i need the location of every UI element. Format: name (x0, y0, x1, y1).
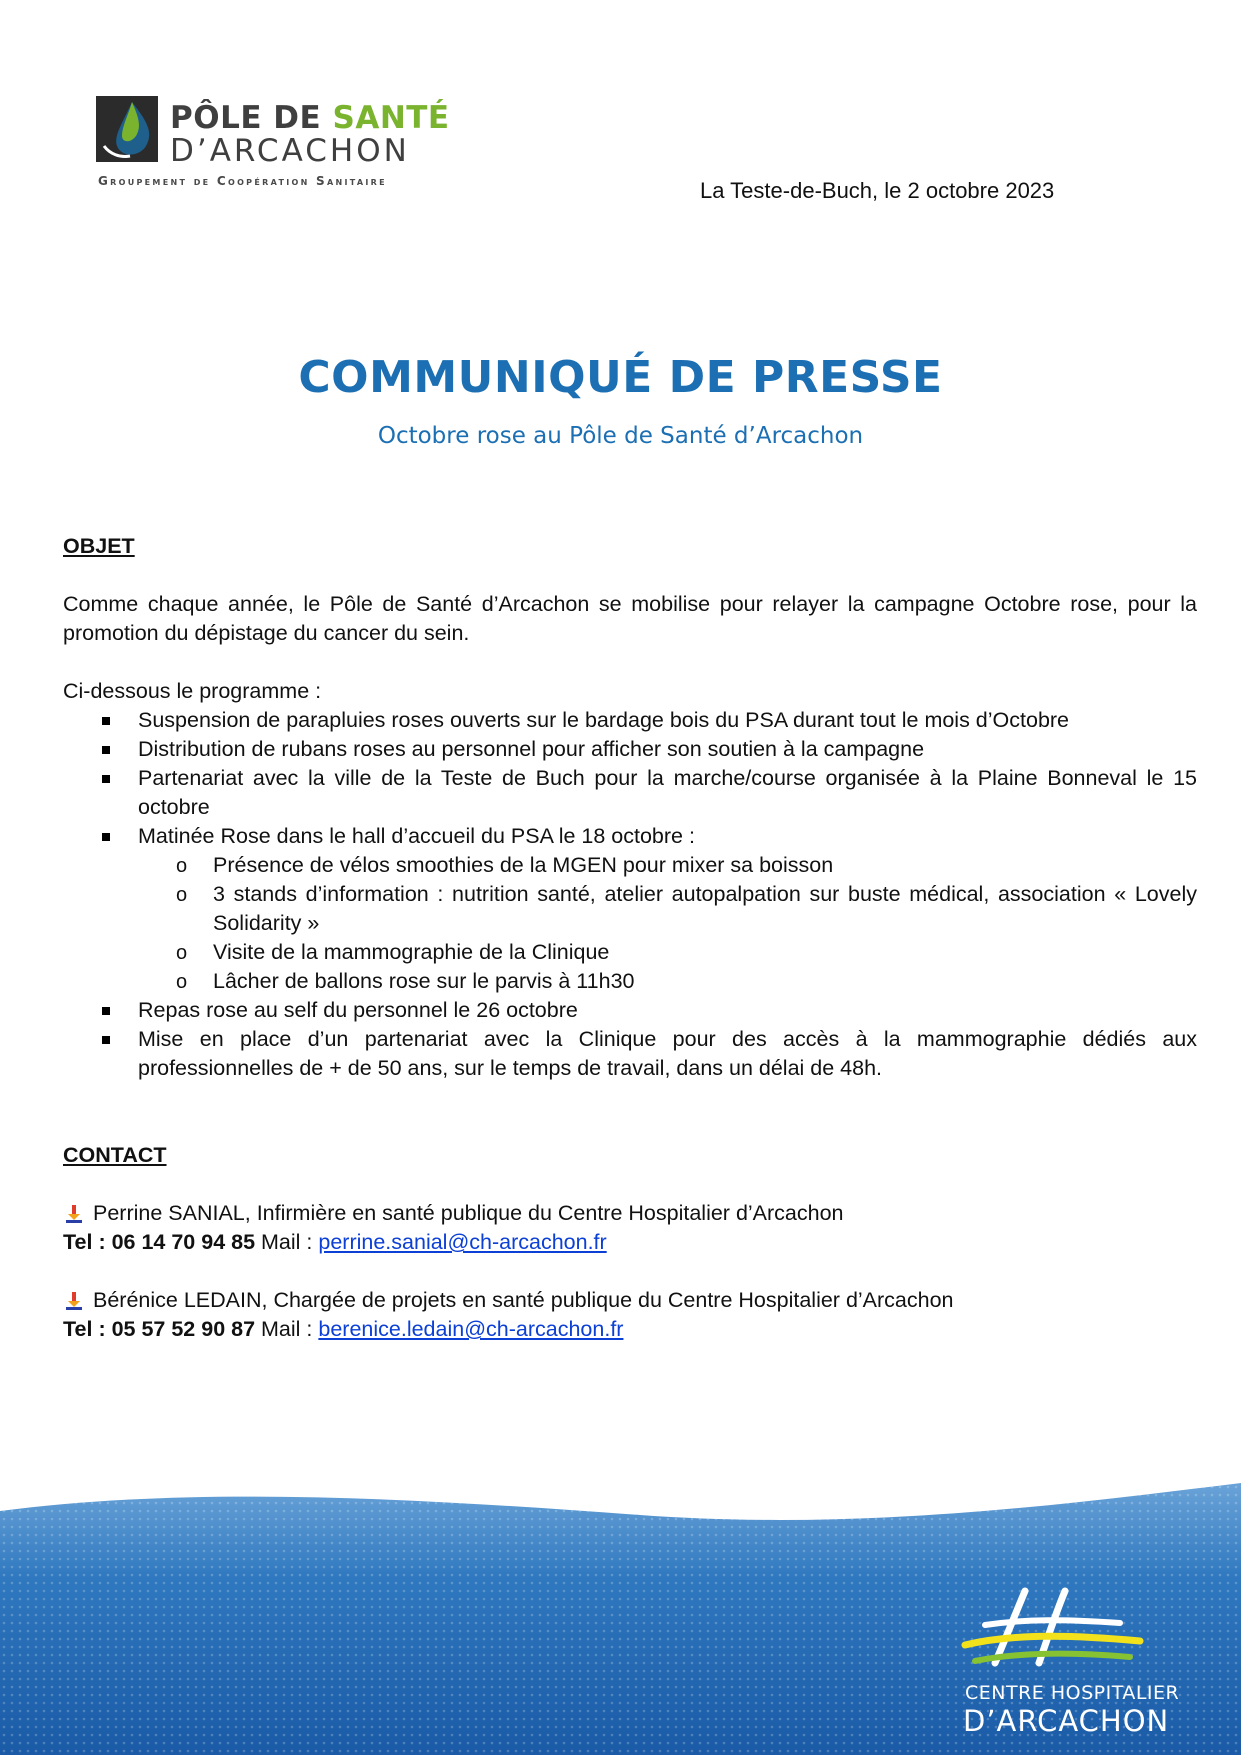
list-item: Repas rose au self du personnel le 26 octobre (63, 996, 1197, 1025)
page-subtitle: Octobre rose au Pôle de Santé d’Arcachon (377, 423, 864, 449)
programme-list (63, 706, 1197, 1083)
list-item: Distribution de rubans roses au personnel pour afficher son soutien à la campagne (63, 735, 1197, 764)
objet-intro: Comme chaque année, le Pôle de Santé d’Arcachon se mobilise pour relayer la campagne Octobre rose, pour la promotion du dépistage du cancer du sein. (63, 592, 1197, 645)
circle-bullet-icon: o (176, 942, 188, 964)
phone-number: Tel : 06 14 70 94 85 (63, 1230, 256, 1254)
footer-label-line2: D’ARCACHON (963, 1704, 1170, 1738)
square-bullet-icon (102, 775, 110, 783)
email-link[interactable]: perrine.sanial@ch-arcachon.fr (318, 1230, 607, 1254)
circle-bullet-icon: o (176, 884, 188, 906)
square-bullet-icon (102, 717, 110, 725)
logo-subtitle: D’ARCACHON (170, 133, 410, 169)
email-link[interactable]: berenice.ledain@ch-arcachon.fr (318, 1317, 624, 1341)
circle-bullet-icon: o (176, 855, 188, 877)
contact-heading: CONTACT (63, 1143, 167, 1167)
square-bullet-icon (102, 746, 110, 754)
list-item: Matinée Rose dans le hall d’accueil du PSA le 18 octobre : o Présence de vélos smoothies de la MGEN pour mixer sa boisson o 3 stands d’information : nutrition santé, atelier autopalpation sur buste médical, association « Lovely Solidarity » o Visite de la mammographie de la Clinique o Lâcher de ballons rose sur le parvis à 11h30 (63, 822, 1197, 996)
colored-arrow-bullet-icon (65, 1292, 83, 1310)
logo-tagline: Groupement de Coopération Sanitaire (98, 174, 387, 188)
main-content (63, 532, 1197, 1344)
sublist-item: o 3 stands d’information : nutrition santé, atelier autopalpation sur buste médical, association « Lovely Solidarity » (176, 882, 1197, 935)
square-bullet-icon (102, 1036, 110, 1044)
square-bullet-icon (102, 833, 110, 841)
sublist-item: o Lâcher de ballons rose sur le parvis à 11h30 (176, 969, 635, 993)
page-title: COMMUNIQUÉ DE PRESSE (298, 352, 943, 403)
pole-sante-logo (96, 96, 450, 196)
list-item: Suspension de parapluies roses ouverts sur le bardage bois du PSA durant tout le mois d’Octobre (63, 706, 1197, 735)
square-bullet-icon (102, 1007, 110, 1015)
matinee-sublist (138, 851, 1197, 996)
list-item: Partenariat avec la ville de la Teste de Buch pour la marche/course organisée à la Plaine Bonneval le 15 octobre (63, 764, 1197, 822)
footer-label-line1: CENTRE HOSPITALIER (965, 1682, 1180, 1704)
sublist-item: o Présence de vélos smoothies de la MGEN pour mixer sa boisson (176, 853, 834, 877)
colored-arrow-bullet-icon (65, 1205, 83, 1223)
objet-heading: OBJET (63, 534, 135, 558)
document-date: La Teste-de-Buch, le 2 octobre 2023 (700, 178, 1055, 203)
circle-bullet-icon: o (176, 971, 188, 993)
contact-person-1: Perrine SANIAL, Infirmière en santé publique du Centre Hospitalier d’Arcachon (63, 1199, 1197, 1228)
contact-person-2: Bérénice LEDAIN, Chargée de projets en santé publique du Centre Hospitalier d’Arcachon (63, 1286, 1197, 1315)
sublist-item: o Visite de la mammographie de la Clinique (176, 940, 610, 964)
list-item: Mise en place d’un partenariat avec la Clinique pour des accès à la mammographie dédiés aux professionnelles de + de 50 ans, sur le temps de travail, dans un délai de 48h. (63, 1025, 1197, 1083)
programme-intro: Ci-dessous le programme : (63, 679, 322, 703)
contact-person-2-details: Tel : 05 57 52 90 87 Mail : berenice.ledain@ch-arcachon.fr (63, 1317, 624, 1341)
drop-logo-icon (96, 96, 158, 162)
phone-number: Tel : 05 57 52 90 87 (63, 1317, 256, 1341)
logo-title: PÔLE DE SANTÉ (170, 100, 450, 136)
contact-person-1-details: Tel : 06 14 70 94 85 Mail : perrine.sanial@ch-arcachon.fr (63, 1230, 607, 1254)
